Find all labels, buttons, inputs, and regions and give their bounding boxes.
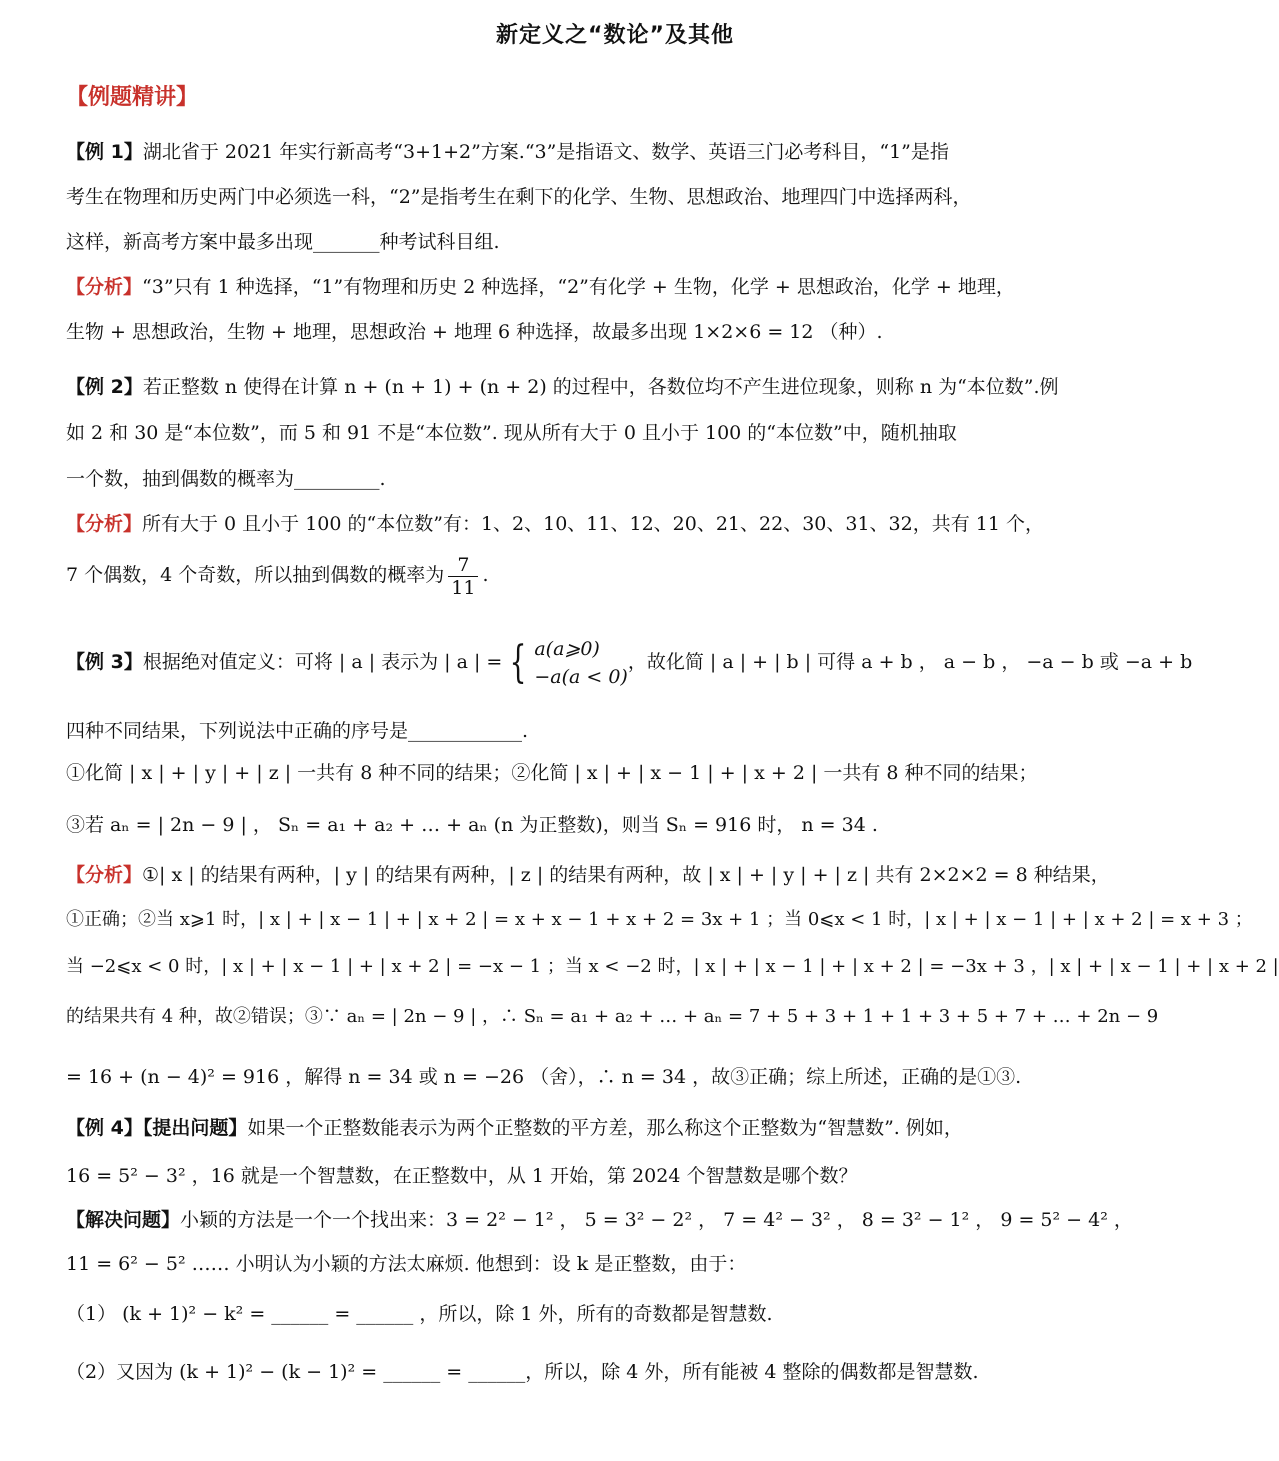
ex3-analysis-line2: ①正确；②当 x⩾1 时，| x | + | x − 1 | + | x + 2 | = x + x − 1 + x + 2 = 3x + 1 ；当 0⩽x < 1 时，| x | + | x − 1 | + | x + 2 | = x + 3 ； <box>66 909 1253 930</box>
piecewise-cases: a(a⩾0) −a(a < 0) <box>534 638 628 688</box>
ex2-line2: 如 2 和 30 是“本位数”，而 5 和 91 不是“本位数”. 现从所有大于 0 且小于 100 的“本位数”中，随机抽取 <box>66 422 957 444</box>
ex3-analysis-line1: 【分析】①| x | 的结果有两种，| y | 的结果有两种，| z | 的结果有两种，故 | x | + | y | + | z | 共有 2×2×2 = 8 种结果， <box>66 864 1110 886</box>
ex3-analysis-line3: 当 −2⩽x < 0 时，| x | + | x − 1 | + | x + 2 | = −x − 1 ；当 x < −2 时，| x | + | x − 1 | + | x + 2 | = −3x + 3 ，| x | + | x − 1 | + | x + 2 | <box>66 956 1279 977</box>
ex4-sub-heading: 【提出问题】 <box>142 1117 248 1139</box>
ex1-line3: 这样，新高考方案中最多出现_______种考试科目组. <box>66 231 500 253</box>
ex1-line2: 考生在物理和历史两门中必须选一科，“2”是指考生在剩下的化学、生物、思想政治、地理四门中选择两科， <box>66 186 972 208</box>
ex1-label: 【例 1】 <box>66 141 143 163</box>
ex2-analysis-line2: 7 个偶数，4 个奇数，所以抽到偶数的概率为 $\frac{7}{11}$ . <box>66 553 489 599</box>
ex1-line1: 【例 1】湖北省于 2021 年实行新高考“3+1+2”方案.“3”是指语文、数学、英语三门必考科目，“1”是指 <box>66 141 949 163</box>
ex3-line2: 四种不同结果，下列说法中正确的序号是____________. <box>66 720 529 742</box>
ex3-label: 【例 3】 <box>66 651 143 673</box>
ex2-line3: 一个数，抽到偶数的概率为_________. <box>66 468 386 490</box>
fraction: $\frac{7}{11}$ <box>448 554 478 599</box>
ex4-line2: 16 = 5² − 3² ，16 就是一个智慧数，在正整数中，从 1 开始，第 2024 个智慧数是哪个数？ <box>66 1165 858 1187</box>
ex3-analysis-line4: 的结果共有 4 种，故②错误；③∵ aₙ = | 2n − 9 | ，∴ Sₙ = a₁ + a₂ + … + aₙ = 7 + 5 + 3 + 1 + 1 + 3 + 5 + 7 + … + 2n − 9 <box>66 1006 1159 1027</box>
analysis-label: 【分析】 <box>66 513 143 535</box>
ex2-line1: 【例 2】若正整数 n 使得在计算 n + (n + 1) + (n + 2) 的过程中，各数位均不产生进位现象，则称 n 为“本位数”.例 <box>66 376 1059 398</box>
ex3-analysis-line5: = 16 + (n − 4)² = 916 ，解得 n = 34 或 n = −26 （舍），∴ n = 34 ，故③正确；综上所述，正确的是①③. <box>66 1066 1022 1088</box>
page-title: 新定义之“数论”及其他 <box>496 23 734 48</box>
ex3-line4: ③若 aₙ = | 2n − 9 | ， Sₙ = a₁ + a₂ + … + aₙ (n 为正整数)，则当 Sₙ = 916 时， n = 34 . <box>66 814 878 836</box>
ex4-line6: （2）又因为 (k + 1)² − (k − 1)² = ______ = ______，所以，除 4 外，所有能被 4 整除的偶数都是智慧数. <box>66 1361 979 1383</box>
analysis-label: 【分析】 <box>66 276 143 298</box>
ex4-line3: 【解决问题】小颖的方法是一个一个找出来：3 = 2² − 1² ， 5 = 3² − 2² ， 7 = 4² − 3² ， 8 = 3² − 1² ， 9 = 5² − 4² ， <box>66 1209 1133 1231</box>
ex4-label: 【例 4】 <box>66 1117 143 1139</box>
left-brace: { <box>509 637 527 688</box>
ex4-line5: （1） (k + 1)² − k² = ______ = ______ ，所以，除 1 外，所有的奇数都是智慧数. <box>66 1303 773 1325</box>
ex2-label: 【例 2】 <box>66 376 143 398</box>
ex1-analysis-line2: 生物 + 思想政治，生物 + 地理，思想政治 + 地理 6 种选择，故最多出现 1×2×6 = 12 （种）. <box>66 321 883 343</box>
ex4-line4: 11 = 6² − 5² …… 小明认为小颖的方法太麻烦. 他想到：设 k 是正整数，由于： <box>66 1253 747 1275</box>
ex4-line1: 【例 4】【提出问题】如果一个正整数能表示为两个正整数的平方差，那么称这个正整数为“智慧数”. 例如， <box>66 1117 963 1139</box>
ex4-sub-heading: 【解决问题】 <box>66 1209 181 1231</box>
section-heading: 【例题精讲】 <box>66 85 199 110</box>
ex3-line3: ①化简 | x | + | y | + | z | 一共有 8 种不同的结果；②化简 | x | + | x − 1 | + | x + 2 | 一共有 8 种不同的结果； <box>66 762 1038 784</box>
ex2-analysis-line1: 【分析】所有大于 0 且小于 100 的“本位数”有：1、2、10、11、12、20、21、22、30、31、32，共有 11 个， <box>66 513 1044 535</box>
analysis-label: 【分析】 <box>66 864 143 886</box>
ex3-line1: 【例 3】根据绝对值定义：可将 | a | 表示为 | a | = { a(a⩾0) −a(a < 0) ，故化简 | a | + | b | 可得 a + b ， a − b ， −a − b 或 −a + b <box>66 632 1050 692</box>
ex1-analysis-line1: 【分析】“3”只有 1 种选择，“1”有物理和历史 2 种选择，“2”有化学 + 生物，化学 + 思想政治，化学 + 地理， <box>66 276 1015 298</box>
